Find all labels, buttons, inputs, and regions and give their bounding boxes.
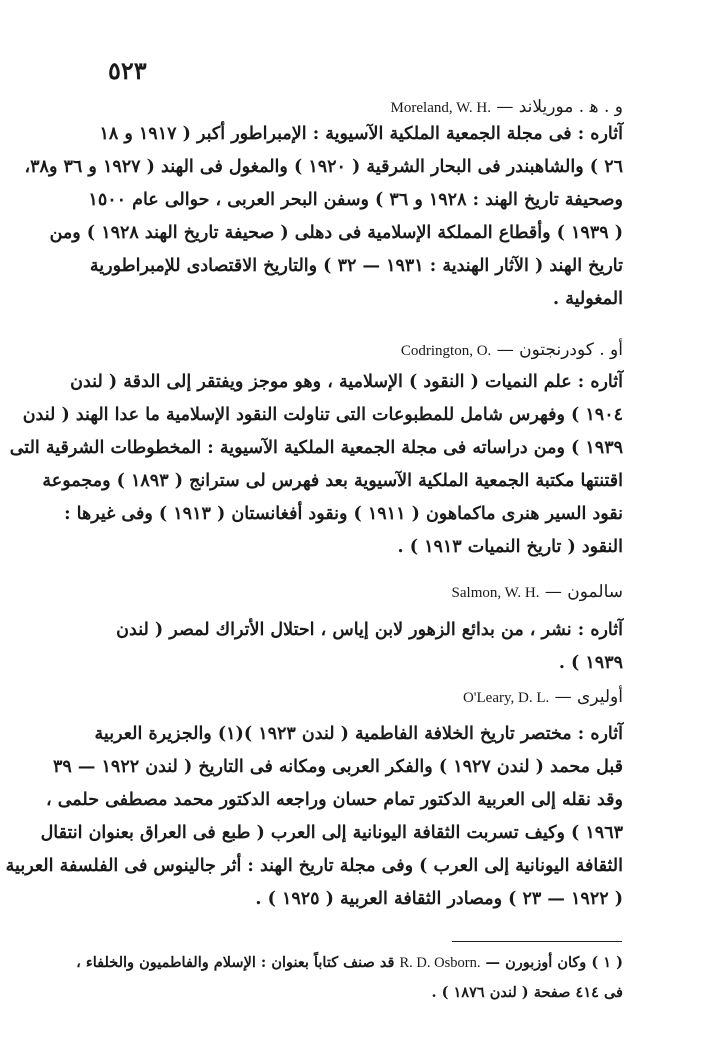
entry-heading-oleary xyxy=(463,687,623,707)
text-line: آثاره : فى مجلة الجمعية الملكية الآسيوية : الإمبراطور أكبر ( ١٩١٧ و ١٨ xyxy=(99,124,623,144)
author-name-arabic: أوليرى — xyxy=(554,687,623,707)
text-line: وقد نقله إلى العربية الدكتور تمام حسان وراجعه الدكتور محمد مصطفى حلمى ، xyxy=(45,790,623,810)
text-line: ١٩٣٩ ) . xyxy=(558,653,623,673)
text-line: ١٩٠٤ ) وفهرس شامل للمطبوعات التى تناولت النقود الإسلامية ما عدا الهند ( لندن xyxy=(22,405,623,425)
text-line: ٢٦ ) والشاهبندر فى البحار الشرقية ( ١٩٢٠ ) والمغول فى الهند ( ١٩٢٧ و ٣٦ و٣٨، xyxy=(24,157,623,177)
footnote-line: فى ٤١٤ صفحة ( لندن ١٨٧٦ ) . xyxy=(431,984,623,1001)
footnote-rest: قد صنف كتاباً بعنوان : الإسلام والفاطميون والخلفاء ، xyxy=(76,954,395,971)
text-line: آثاره : علم النميات ( النقود ) الإسلامية ، وهو موجز ويفتقر إلى الدقة ( لندن xyxy=(70,372,623,392)
entry-heading-codrington xyxy=(401,340,623,360)
text-line: ١٩٣٩ ) ومن دراساته فى مجلة الجمعية الملكية الآسيوية : المخطوطات الشرقية التى xyxy=(9,438,623,458)
footnote-divider xyxy=(452,941,622,942)
author-name-arabic: أو . كودرنجتون — xyxy=(496,340,623,360)
footnote-line xyxy=(76,948,623,978)
text-line: الثقافة اليونانية إلى العرب ) وفى مجلة تاريخ الهند : أثر جالينوس فى الفلسفة العربية xyxy=(5,856,623,876)
entry-body-moreland xyxy=(24,118,623,316)
page-number: ٥٢٣ xyxy=(108,56,147,85)
text-line: المغولية . xyxy=(553,289,623,309)
author-name-arabic: سالمون — xyxy=(544,582,623,602)
text-line: نقود السير هنرى ماكماهون ( ١٩١١ ) ونقود أفغانستان ( ١٩١٣ ) وفى غيرها : xyxy=(64,504,623,524)
entry-heading-salmon xyxy=(452,582,623,602)
entry-body-oleary xyxy=(5,718,623,916)
entry-heading-moreland xyxy=(391,97,623,117)
author-name-latin: Moreland, W. H. xyxy=(390,100,491,116)
footnote-latin-name: R. D. Osborn. xyxy=(399,955,481,971)
footnote-prefix: ( ١ ) وكان أوزبورن — xyxy=(485,954,623,971)
text-line: ( ١٩٢٢ — ٢٣ ) ومصادر الثقافة العربية ( ١٩٢٥ ) . xyxy=(255,889,623,909)
author-name-arabic: و . ﻫ . موريلاند — xyxy=(496,97,623,117)
text-line: ١٩٦٣ ) وكيف تسربت الثقافة اليونانية إلى العرب ( طبع فى العراق بعنوان انتقال xyxy=(40,823,623,843)
author-name-latin: O'Leary, D. L. xyxy=(462,690,550,706)
text-line: النقود ( تاريخ النميات ١٩١٣ ) . xyxy=(397,537,623,557)
author-name-latin: Codrington, O. xyxy=(400,343,492,359)
text-line: ( ١٩٣٩ ) وأقطاع المملكة الإسلامية فى دهلى ( صحيفة تاريخ الهند ١٩٢٨ ) ومن xyxy=(49,223,623,243)
footnote xyxy=(76,948,623,1008)
text-line: آثاره : مختصر تاريخ الخلافة الفاطمية ( لندن ١٩٢٣ )(١) والجزيرة العربية xyxy=(94,724,623,744)
author-name-latin: Salmon, W. H. xyxy=(451,585,540,601)
entry-body-salmon xyxy=(92,614,623,680)
text-line: وصحيفة تاريخ الهند : ١٩٢٨ و ٣٦ ) وسفن البحر العربى ، حوالى عام ١٥٠٠ xyxy=(88,190,623,210)
text-line: قبل محمد ( لندن ١٩٢٧ ) والفكر العربى ومكانه فى التاريخ ( لندن ١٩٢٢ — ٣٩ xyxy=(53,757,623,777)
text-line: اقتنتها مكتبة الجمعية الملكية الآسيوية بعد فهرس لى سترانج ( ١٨٩٣ ) ومجموعة xyxy=(42,471,623,491)
text-line: آثاره : نشر ، من بدائع الزهور لابن إياس ، احتلال الأتراك لمصر ( لندن xyxy=(116,620,623,640)
entry-body-codrington xyxy=(9,366,623,564)
text-line: تاريخ الهند ( الآثار الهندية : ١٩٣١ — ٣٢ ) والتاريخ الاقتصادى للإمبراطورية xyxy=(89,256,623,276)
